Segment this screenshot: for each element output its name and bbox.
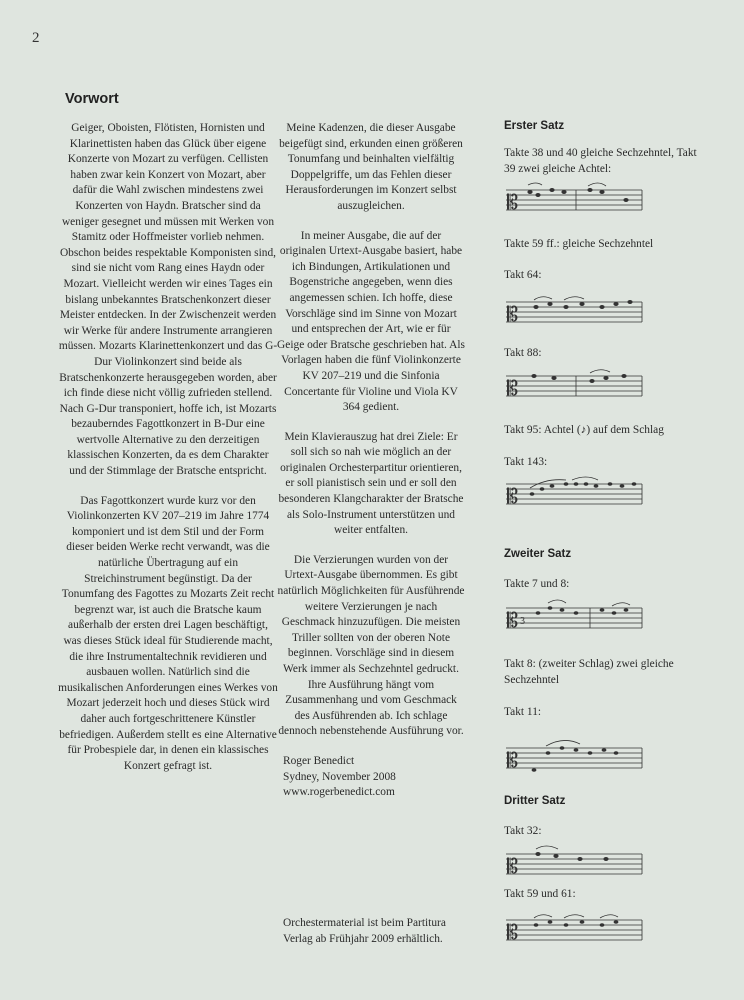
section-title-erster: Erster Satz [504, 120, 565, 132]
website-link[interactable]: www.rogerbenedict.com [283, 786, 395, 799]
example-label: Takte 7 und 8: [504, 578, 570, 590]
music-staff [506, 842, 646, 882]
music-staff [506, 908, 646, 948]
example-label: Takt 59 und 61: [504, 888, 576, 900]
example-label: Takt 143: [504, 456, 548, 468]
paragraph: Mein Klavierauszug hat drei Ziele: Er soll sich so nah wie möglich an der originalen Orchesterpartitur orientieren, er soll pianistisch sein und er soll den besonderen Klangcharakter der Bratsche als Solo-Instrument unterstützen und weiter entfalten. [278, 430, 464, 537]
svg-text:𝄡: 𝄡 [507, 190, 519, 214]
paragraph: Die Verzierungen wurden von der Urtext-Ausgabe übernommen. Es gibt natürlich Möglichkeiten für Ausführende weitere Verzierungen je nach Geschmack hinzuzufügen. Die meisten Triller sollten von der oberen Note beginnen. Vorschläge sind in diesem Werk immer als Sechzehntel gedruckt. Ihre Ausführung hängt vom Zusammenhang und vom Geschmack des Ausführenden ab. Ich schlage dennoch nebenstehende Ausführung vor. [277, 553, 465, 738]
example-label: Takte 38 und 40 gleiche Sechzehntel, Takt 39 zwei gleiche Achtel: [504, 147, 697, 175]
place-date: Sydney, November 2008 [283, 770, 396, 783]
column-middle [277, 121, 465, 801]
example-label: Takt 95: Achtel (♪) auf dem Schlag [504, 424, 664, 436]
svg-text:𝄡: 𝄡 [507, 920, 519, 944]
example-label: Takt 88: [504, 347, 542, 359]
example-label: Takt 8: (zweiter Schlag) zwei gleiche Sechzehntel [504, 658, 674, 686]
music-staff [506, 178, 646, 218]
example-label: Takt 64: [504, 269, 542, 281]
svg-text:𝄡: 𝄡 [507, 854, 519, 878]
svg-text:𝄡: 𝄡 [507, 608, 519, 632]
paragraph: Geiger, Oboisten, Flötisten, Hornisten und Klarinettisten haben das Glück über eigene Konzerte von Mozart zu verfügen. Cellisten haben zwar kein Konzert von Mozart, aber dafür die Wahl zwischen mindestens zwei Konzerten von Haydn. Bratscher sind da weniger gesegnet und müssen mit Werken von Stamitz oder Hoffmeister vorlieb nehmen. Obschon beides respektable Komponisten sind, sind sie nicht vom Rang eines Haydn oder Mozart. Vielleicht werden wir eines Tages ein bislang unbekanntes Bratschenkonzert dieser Meister entdecken. In der Zwischenzeit werden wir Werke für andere Instrumente arrangieren müssen. Mozarts Klarinettenkonzert und das G-Dur Violinkonzert sind beide als Bratschenkonzerte herausgegeben worden, aber ich finde diese nicht völlig zufrieden stellend. Nach G-Dur transponiert, hoffe ich, ist Mozarts bezauberndes Fagottkonzert in B-Dur eine wertvolle Alternative zu den derzeitigen klassischen Konzerten, da es dem Charakter und der Stimmlage der Bratsche entspricht. [58, 122, 278, 478]
example-label: Takt 11: [504, 706, 542, 718]
signature [277, 754, 465, 801]
music-staff [506, 736, 646, 776]
svg-text:𝄡: 𝄡 [507, 376, 519, 400]
section-title-zweiter: Zweiter Satz [504, 548, 572, 560]
author-name: Roger Benedict [283, 754, 355, 767]
music-staff [506, 364, 646, 404]
example-label: Takte 59 ff.: gleiche Sechzehntel [504, 238, 654, 250]
paragraph: Das Fagottkonzert wurde kurz vor den Violinkonzerten KV 207–219 im Jahre 1774 komponiert und ist dem Stil und der Form dieser beiden Werke recht verwandt, was die natürliche Übertragung auf ein Streichinstrument begünstigt. Da der Tonumfang des Fagottes zu Mozarts Zeit recht begrenzt war, ist auch die Bratsche kaum außerhalb der ersten drei Lagen beschäftigt, was dieses Stück ideal für Studierende macht, die ihre Instrumentaltechnik revidieren und ausbauen wollen. Natürlich sind die musikalischen Anforderungen eines Werkes von Mozart jederzeit hoch und dieses Stück wird daher auch fortgeschrittenere Künstler befriedigen. Außerdem stellt es eine Alternative für Probespiele dar, in denen ein klassisches Konzert gefragt ist. [58, 494, 278, 772]
page-heading: Vorwort [65, 91, 119, 107]
svg-text:𝄡: 𝄡 [507, 748, 519, 772]
svg-text:3: 3 [520, 616, 525, 627]
music-staff [506, 596, 646, 636]
svg-text:𝄡: 𝄡 [507, 302, 519, 326]
paragraph: In meiner Ausgabe, die auf der originalen Urtext-Ausgabe basiert, habe ich Bindungen, Artikulationen und Bogenstriche angegeben, wenn dies angemessen schien. Ich hoffe, diese Vorschläge sind im Sinne von Mozart und entsprechen der Art, wie er für Geige oder Bratsche geschrieben hat. Als Vorlagen haben die fünf Violinkonzerte KV 207–219 und die Sinfonia Concertante für Violine und Viola KV 364 gedient. [277, 229, 465, 414]
column-left [58, 121, 278, 788]
example-label: Takt 32: [504, 825, 542, 837]
paragraph: Meine Kadenzen, die dieser Ausgabe beigefügt sind, erkunden einen größeren Tonumfang und beinhalten vielfältig Doppelgriffe, um das Fehlen dieser Herausforderungen im Konzert selbst auszugleichen. [279, 122, 463, 212]
orchestra-note: Orchestermaterial ist beim Partitura Verlag ab Frühjahr 2009 erhältlich. [283, 917, 446, 945]
music-staff [506, 472, 646, 512]
section-title-dritter: Dritter Satz [504, 795, 566, 807]
page-number: 2 [32, 30, 40, 46]
svg-text:𝄡: 𝄡 [507, 484, 519, 508]
music-staff [506, 290, 646, 330]
